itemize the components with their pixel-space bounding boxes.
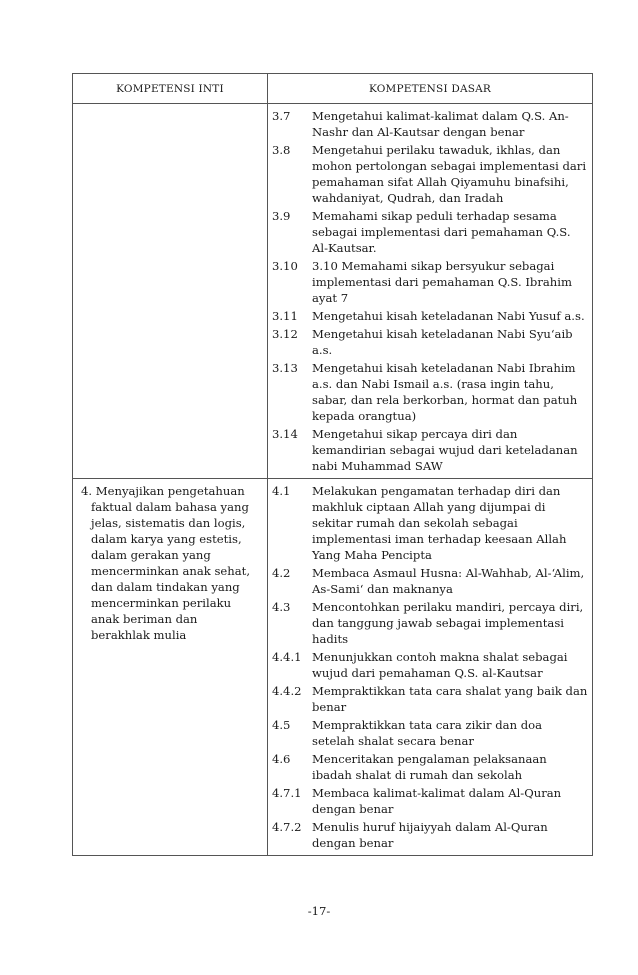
list-item: [272, 683, 588, 715]
kd-number: 4.4.1: [272, 650, 302, 664]
kd-text: Mengetahui kisah keteladanan Nabi Ibrahim a.s. dan Nabi Ismail a.s. (rasa ingin tahu, sabar, dan rela berkorban, hormat dan patuh kepada orangtua): [312, 361, 578, 423]
list-item: [272, 599, 588, 647]
ki-text: Menyajikan pengetahuan faktual dalam bahasa yang jelas, sistematis dan logis, dalam karya yang estetis, dalam gerakan yang mencerminkan anak sehat, dan dalam tindakan yang mencerminkan perilaku anak beriman dan berakhlak mulia: [91, 484, 251, 642]
kd-text: Melakukan pengamatan terhadap diri dan makhluk ciptaan Allah yang dijumpai di sekitar rumah dan sekolah sebagai implementasi iman terhadap keesaan Allah Yang Maha Pencipta: [312, 484, 567, 562]
kd-number: 3.7: [272, 109, 291, 123]
kd-number: 4.7.2: [272, 820, 302, 834]
kd-text: Mengetahui kisah keteladanan Nabi Syu‘aib a.s.: [312, 327, 573, 357]
kd-number: 3.8: [272, 143, 291, 157]
list-item: [272, 258, 588, 306]
table-row: [73, 104, 593, 479]
kd-list: [268, 104, 592, 478]
kd-text: Menceritakan pengalaman pelaksanaan ibadah shalat di rumah dan sekolah: [312, 752, 547, 782]
kompetensi-table: [72, 73, 593, 856]
kd-text: Mengetahui kisah keteladanan Nabi Yusuf a.s.: [312, 309, 585, 323]
kd-text: Menulis huruf hijaiyyah dalam Al-Quran dengan benar: [312, 820, 548, 850]
list-item: [272, 326, 588, 358]
table-header-row: [73, 74, 593, 104]
kd-text: Memahami sikap peduli terhadap sesama sebagai implementasi dari pemahaman Q.S. Al-Kautsar.: [312, 209, 571, 255]
list-item: [272, 819, 588, 851]
kd-number: 4.5: [272, 718, 291, 732]
kd-text: Membaca kalimat-kalimat dalam Al-Quran dengan benar: [312, 786, 562, 816]
kd-number: 3.13: [272, 361, 298, 375]
kd-number: 3.10: [272, 259, 298, 273]
table-row: [73, 479, 593, 856]
list-item: [272, 108, 588, 140]
kd-text: Mempraktikkan tata cara zikir dan doa setelah shalat secara benar: [312, 718, 543, 748]
kd-text: Mengetahui kalimat-kalimat dalam Q.S. An-Nashr dan Al-Kautsar dengan benar: [312, 109, 569, 139]
kd-cell: [268, 479, 593, 856]
kd-number: 4.2: [272, 566, 291, 580]
kd-number: 4.6: [272, 752, 291, 766]
kd-list: [268, 479, 592, 855]
kd-number: 4.4.2: [272, 684, 302, 698]
list-item: [272, 142, 588, 206]
kd-number: 3.12: [272, 327, 298, 341]
list-item: [272, 483, 588, 563]
page-number: -17-: [307, 904, 331, 918]
kd-number: 4.7.1: [272, 786, 302, 800]
kd-text: Mengetahui perilaku tawaduk, ikhlas, dan mohon pertolongan sebagai implementasi dari pemahaman sifat Allah Qiyamuhu binafsihi, wahdaniyat, Qudrah, dan Iradah: [312, 143, 587, 205]
kd-number: 3.14: [272, 427, 298, 441]
ki-number: 4.: [81, 484, 93, 498]
ki-cell-empty: [73, 104, 268, 479]
list-item: [272, 308, 588, 324]
list-item: [272, 426, 588, 474]
header-kompetensi-dasar: KOMPETENSI DASAR: [268, 74, 593, 104]
kd-text: Mengetahui sikap percaya diri dan kemandirian sebagai wujud dari keteladanan nabi Muhammad SAW: [312, 427, 578, 473]
list-item: [272, 717, 588, 749]
list-item: [272, 751, 588, 783]
list-item: [272, 785, 588, 817]
list-item: [272, 208, 588, 256]
ki-cell: [73, 479, 268, 856]
kd-cell: [268, 104, 593, 479]
header-kompetensi-inti: KOMPETENSI INTI: [73, 74, 268, 104]
kd-text: 3.10 Memahami sikap bersyukur sebagai implementasi dari pemahaman Q.S. Ibrahim ayat 7: [312, 259, 572, 305]
kd-text: Mencontohkan perilaku mandiri, percaya diri, dan tanggung jawab sebagai implementasi hadits: [312, 600, 584, 646]
kd-number: 3.9: [272, 209, 291, 223]
list-item: [272, 649, 588, 681]
kd-number: 4.3: [272, 600, 291, 614]
kd-number: 4.1: [272, 484, 291, 498]
kd-number: 3.11: [272, 309, 298, 323]
kd-text: Mempraktikkan tata cara shalat yang baik dan benar: [312, 684, 588, 714]
list-item: [272, 360, 588, 424]
kd-text: Menunjukkan contoh makna shalat sebagai wujud dari pemahaman Q.S. al-Kautsar: [312, 650, 568, 680]
kd-text: Membaca Asmaul Husna: Al-Wahhab, Al-‘Alim, As-Sami‘ dan maknanya: [312, 566, 585, 596]
list-item: [272, 565, 588, 597]
ki-entry: [73, 479, 267, 643]
